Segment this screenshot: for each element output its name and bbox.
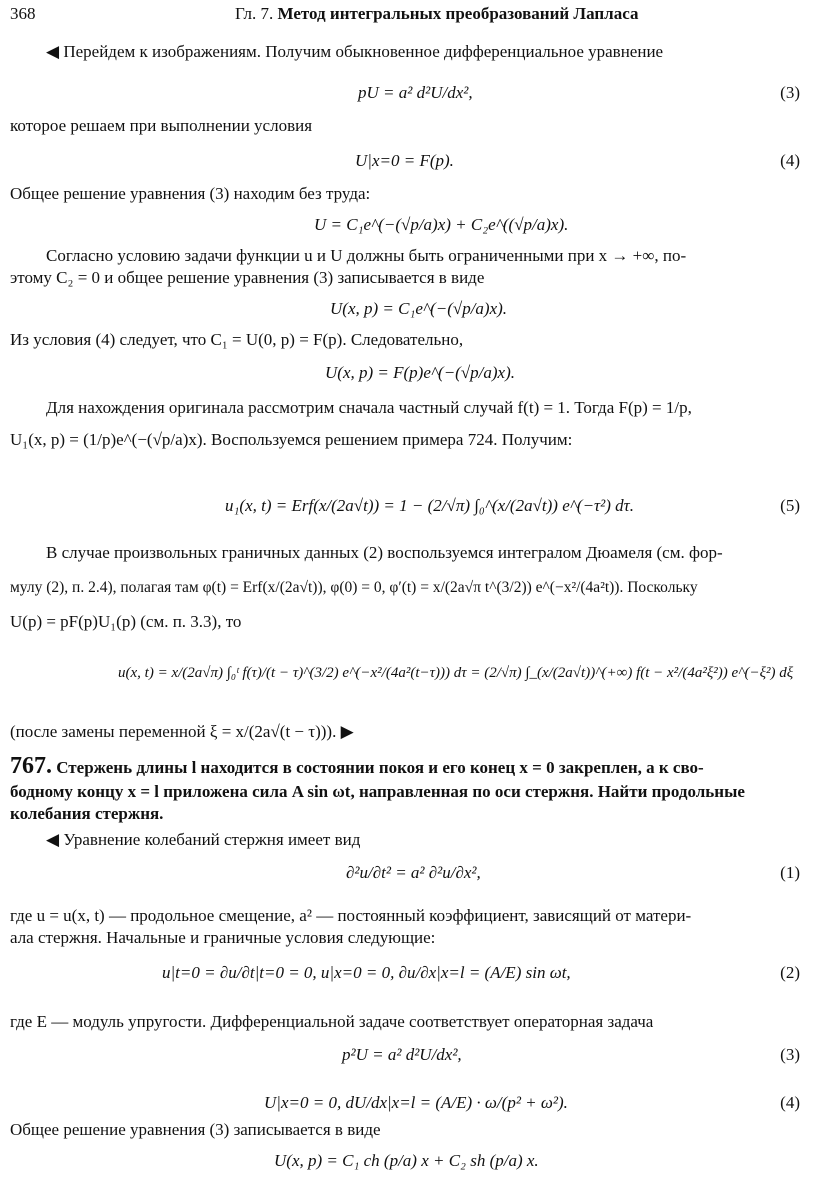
equation-duhamel: u(x, t) = x/(2a√π) ∫₀ᵗ f(τ)/(t − τ)^(3/2) e^(−x²/(4a²(t−τ))) dτ = (2/√π) ∫_(x/(2a√t))^(+∞) f(t − x²/(4a²ξ²)) e^(−ξ²) dξ <box>118 665 794 681</box>
problem-767-line <box>10 753 802 779</box>
equation-4b: U|x=0 = 0, dU/dx|x=l = (A/E) · ω/(p² + ω²). <box>264 1093 568 1112</box>
equation-number: (3) <box>780 83 800 102</box>
solution-start-marker: ◀ <box>46 830 60 849</box>
text-line: U₁(x, p) = (1/p)e^(−(√p/a)x). Воспользуемся решением примера 724. Получим: <box>10 430 573 449</box>
text-line: которое решаем при выполнении условия <box>10 116 313 135</box>
problem-text: колебания стержня. <box>10 804 164 823</box>
equation-number: (4) <box>780 1093 800 1112</box>
text-line: U(p) = pF(p)U₁(p) (см. п. 3.3), то <box>10 612 242 631</box>
line-text: (после замены переменной ξ = x/(2a√(t − τ))). <box>10 722 337 741</box>
equation-final: U(x, p) = C₁ ch (p/a) x + C₂ sh (p/a) x. <box>274 1151 539 1170</box>
chapter-title: Метод интегральных преобразований Лапласа <box>277 4 639 23</box>
text-line: где E — модуль упругости. Дифференциальной задаче соответствует операторная задача <box>10 1012 654 1031</box>
equation-fp: U(x, p) = F(p)e^(−(√p/a)x). <box>325 363 516 382</box>
text-line: ала стержня. Начальные и граничные условия следующие: <box>10 928 436 947</box>
text-line: Из условия (4) следует, что C₁ = U(0, p) = F(p). Следовательно, <box>10 330 464 349</box>
text-line <box>46 42 802 62</box>
equation-5: u₁(x, t) = Erf(x/(2a√t)) = 1 − (2/√π) ∫₀^(x/(2a√t)) e^(−τ²) dτ. <box>225 496 634 515</box>
equation-number: (4) <box>780 151 800 170</box>
equation-2b: u|t=0 = ∂u/∂t|t=0 = 0, u|x=0 = 0, ∂u/∂x|x=l = (A/E) sin ωt, <box>162 963 571 982</box>
problem-text: Стержень длины l находится в состоянии покоя и его конец x = 0 закреплен, а к сво- <box>56 758 704 777</box>
equation-3: pU = a² d²U/dx², <box>358 83 473 102</box>
chapter-number: Гл. 7. <box>235 4 274 23</box>
page-number: 368 <box>10 4 36 23</box>
equation-number: (2) <box>780 963 800 982</box>
text-line: В случае произвольных граничных данных (2) воспользуемся интегралом Дюамеля (см. фор- <box>46 543 723 562</box>
text-line: мулу (2), п. 2.4), полагая там φ(t) = Erf(x/(2a√t)), φ(0) = 0, φ′(t) = x/(2a√π t^(3/2)) e^(−x²/(4a²t)). Поскольку <box>10 579 698 596</box>
equation-number: (1) <box>780 863 800 882</box>
line-text: Уравнение колебаний стержня имеет вид <box>63 830 361 849</box>
running-header <box>235 4 638 24</box>
problem-text: бодному концу x = l приложена сила A sin ωt, направленная по оси стержня. Найти продольные <box>10 782 745 801</box>
solution-start-marker: ◀ <box>46 42 60 61</box>
equation-number: (3) <box>780 1045 800 1064</box>
equation-3b: p²U = a² d²U/dx², <box>342 1045 462 1064</box>
equation-general: U = C₁e^(−(√p/a)x) + C₂e^((√p/a)x). <box>314 215 569 234</box>
text-line: Для нахождения оригинала рассмотрим сначала частный случай f(t) = 1. Тогда F(p) = 1/p, <box>46 398 692 417</box>
equation-4: U|x=0 = F(p). <box>355 151 454 170</box>
text-line: этому C₂ = 0 и общее решение уравнения (3) записывается в виде <box>10 268 485 287</box>
text-line: Общее решение уравнения (3) записывается в виде <box>10 1120 381 1139</box>
equation-c1: U(x, p) = C₁e^(−(√p/a)x). <box>330 299 508 318</box>
line-text: Перейдем к изображениям. Получим обыкновенное дифференциальное уравнение <box>63 42 664 61</box>
text-line: где u = u(x, t) — продольное смещение, a² — постоянный коэффициент, зависящий от матери- <box>10 906 692 925</box>
equation-1b: ∂²u/∂t² = a² ∂²u/∂x², <box>346 863 481 882</box>
problem-number: 767. <box>10 753 52 779</box>
text-line <box>46 830 802 850</box>
text-line: Общее решение уравнения (3) находим без труда: <box>10 184 371 203</box>
text-line <box>10 722 802 742</box>
text-line: Согласно условию задачи функции u и U должны быть ограниченными при x → +∞, по- <box>46 246 687 265</box>
equation-number: (5) <box>780 496 800 515</box>
solution-end-marker: ▶ <box>340 722 354 741</box>
